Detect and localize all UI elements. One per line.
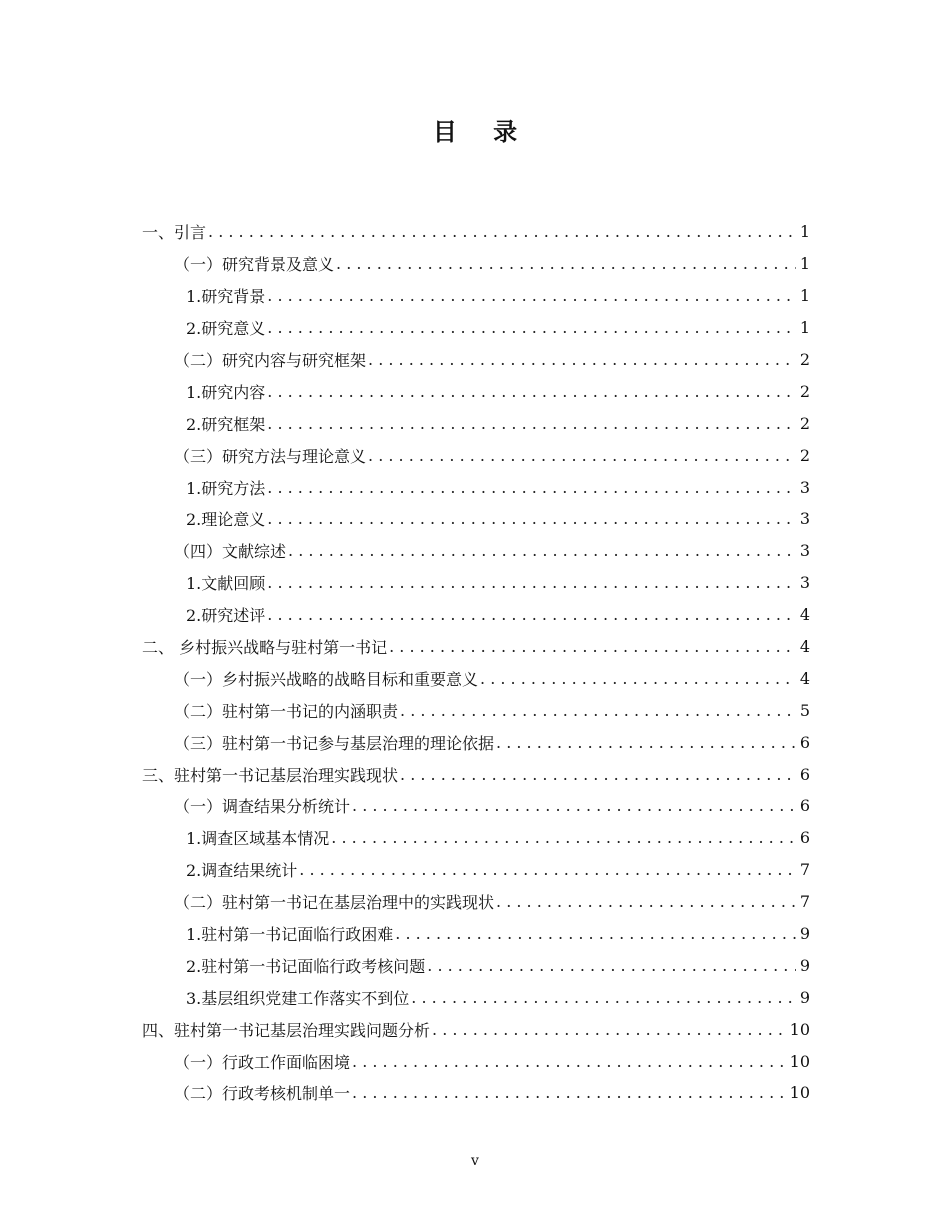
- table-of-contents: [142, 216, 810, 1109]
- toc-dot-leader: [336, 254, 796, 273]
- toc-dot-leader: [267, 573, 796, 592]
- toc-dot-leader: [368, 350, 796, 369]
- toc-entry[interactable]: [142, 981, 810, 1013]
- toc-entry-label: 一、引言: [142, 223, 207, 243]
- toc-dot-leader: [267, 382, 796, 401]
- page-number-footer: v: [471, 1153, 479, 1169]
- toc-entry-page: 7: [799, 892, 810, 912]
- toc-dot-leader: [496, 892, 796, 911]
- toc-entry-page: 4: [799, 637, 810, 657]
- toc-entry-page: 3: [799, 477, 810, 497]
- toc-entry-page: 9: [799, 955, 810, 975]
- toc-entry-label: （二）研究内容与研究框架: [174, 351, 367, 370]
- toc-entry-page: 10: [789, 1019, 810, 1039]
- toc-entry-page: 6: [799, 732, 810, 752]
- toc-entry-label: 1.研究背景: [186, 287, 266, 307]
- toc-dot-leader: [208, 222, 796, 241]
- toc-dot-leader: [368, 446, 796, 465]
- toc-entry[interactable]: [142, 949, 810, 981]
- toc-entry-label: 2.研究述评: [186, 606, 266, 626]
- toc-entry-page: 1: [799, 222, 810, 242]
- toc-entry-page: 3: [799, 573, 810, 593]
- toc-entry[interactable]: [142, 407, 810, 439]
- toc-entry-label: 1.文献回顾: [186, 574, 266, 594]
- toc-entry[interactable]: [142, 535, 810, 567]
- toc-entry[interactable]: [142, 248, 810, 280]
- toc-entry[interactable]: [142, 726, 810, 758]
- toc-entry-page: 4: [799, 605, 810, 625]
- toc-dot-leader: [411, 988, 796, 1007]
- toc-entry-page: 3: [799, 509, 810, 529]
- toc-entry-label: 2.研究意义: [186, 319, 266, 339]
- toc-entry-page: 4: [799, 668, 810, 688]
- toc-entry-page: 10: [789, 1083, 810, 1103]
- toc-entry-page: 2: [799, 413, 810, 433]
- toc-dot-leader: [427, 956, 796, 975]
- toc-dot-leader: [267, 509, 796, 528]
- toc-entry-page: 3: [799, 541, 810, 561]
- toc-entry[interactable]: [142, 439, 810, 471]
- toc-dot-leader: [395, 924, 796, 943]
- toc-entry-label: （一）乡村振兴战略的战略目标和重要意义: [174, 669, 479, 689]
- toc-dot-leader: [352, 1083, 786, 1102]
- toc-entry-page: 2: [799, 381, 810, 401]
- toc-entry-label: 2.理论意义: [186, 510, 266, 530]
- toc-entry-label: （一）研究背景及意义: [174, 255, 335, 275]
- toc-entry[interactable]: [142, 471, 810, 503]
- toc-entry-label: （二）驻村第一书记的内涵职责: [174, 701, 399, 721]
- toc-entry[interactable]: [142, 1077, 810, 1109]
- toc-dot-leader: [480, 669, 796, 688]
- toc-entry-page: 10: [789, 1051, 810, 1071]
- toc-entry-label: （一）行政工作面临困境: [174, 1052, 351, 1072]
- toc-entry-label: 1.调查区域基本情况: [186, 829, 330, 849]
- toc-entry-label: 2.驻村第一书记面临行政考核问题: [186, 956, 426, 976]
- toc-entry[interactable]: [142, 599, 810, 631]
- toc-dot-leader: [288, 541, 796, 560]
- toc-entry-label: （二）驻村第一书记在基层治理中的实践现状: [174, 893, 495, 913]
- toc-entry-label: 2.调查结果统计: [186, 861, 298, 881]
- toc-entry-label: 1.研究内容: [186, 382, 266, 402]
- toc-entry-page: 2: [799, 445, 810, 465]
- toc-dot-leader: [352, 796, 796, 815]
- toc-entry-page: 6: [799, 764, 810, 784]
- toc-dot-leader: [400, 765, 796, 784]
- toc-entry-page: 7: [799, 860, 810, 880]
- toc-dot-leader: [299, 860, 796, 879]
- toc-dot-leader: [496, 733, 796, 752]
- toc-dot-leader: [432, 1020, 786, 1039]
- toc-entry-label: 2.研究框架: [186, 414, 266, 434]
- toc-dot-leader: [331, 828, 796, 847]
- toc-dot-leader: [267, 478, 796, 497]
- toc-entry[interactable]: [142, 375, 810, 407]
- toc-entry-label: 二、 乡村振兴战略与驻村第一书记: [142, 638, 388, 658]
- toc-entry-page: 1: [799, 318, 810, 338]
- toc-entry[interactable]: [142, 216, 810, 248]
- toc-entry[interactable]: [142, 503, 810, 535]
- toc-entry-page: 6: [799, 828, 810, 848]
- toc-entry[interactable]: [142, 854, 810, 886]
- toc-entry[interactable]: [142, 886, 810, 918]
- toc-entry[interactable]: [142, 822, 810, 854]
- toc-entry-label: （四）文献综述: [174, 542, 287, 562]
- toc-dot-leader: [352, 1052, 786, 1071]
- toc-entry-page: 6: [799, 796, 810, 816]
- toc-entry-page: 5: [799, 700, 810, 720]
- toc-dot-leader: [267, 605, 796, 624]
- toc-entry-label: （三）研究方法与理论意义: [174, 446, 367, 466]
- toc-entry[interactable]: [142, 567, 810, 599]
- toc-entry-label: （二）行政考核机制单一: [174, 1084, 351, 1104]
- toc-entry-label: 三、驻村第一书记基层治理实践现状: [142, 765, 399, 785]
- toc-entry[interactable]: [142, 790, 810, 822]
- toc-entry[interactable]: [142, 662, 810, 694]
- toc-entry-label: 3.基层组织党建工作落实不到位: [186, 988, 410, 1008]
- toc-entry[interactable]: [142, 1013, 810, 1045]
- toc-entry-label: 1.驻村第一书记面临行政困难: [186, 925, 394, 945]
- toc-entry-label: （一）调查结果分析统计: [174, 797, 351, 817]
- toc-dot-leader: [267, 286, 796, 305]
- toc-entry-label: （三）驻村第一书记参与基层治理的理论依据: [174, 733, 495, 753]
- toc-entry[interactable]: [142, 758, 810, 790]
- toc-entry-page: 9: [799, 987, 810, 1007]
- toc-entry[interactable]: [142, 280, 810, 312]
- toc-dot-leader: [400, 701, 796, 720]
- toc-dot-leader: [267, 318, 796, 337]
- page-title: 目 录: [432, 118, 532, 146]
- toc-entry-label: 四、驻村第一书记基层治理实践问题分析: [142, 1020, 431, 1040]
- toc-entry[interactable]: [142, 1045, 810, 1077]
- toc-entry-page: 1: [799, 286, 810, 306]
- toc-entry-label: 1.研究方法: [186, 478, 266, 498]
- toc-entry-page: 9: [799, 924, 810, 944]
- toc-dot-leader: [267, 414, 796, 433]
- toc-entry[interactable]: [142, 312, 810, 344]
- toc-entry[interactable]: [142, 918, 810, 950]
- toc-entry-page: 1: [799, 254, 810, 274]
- toc-dot-leader: [389, 637, 796, 656]
- toc-entry[interactable]: [142, 694, 810, 726]
- toc-entry-page: 2: [799, 350, 810, 369]
- toc-entry[interactable]: [142, 631, 810, 663]
- toc-entry[interactable]: [142, 344, 810, 376]
